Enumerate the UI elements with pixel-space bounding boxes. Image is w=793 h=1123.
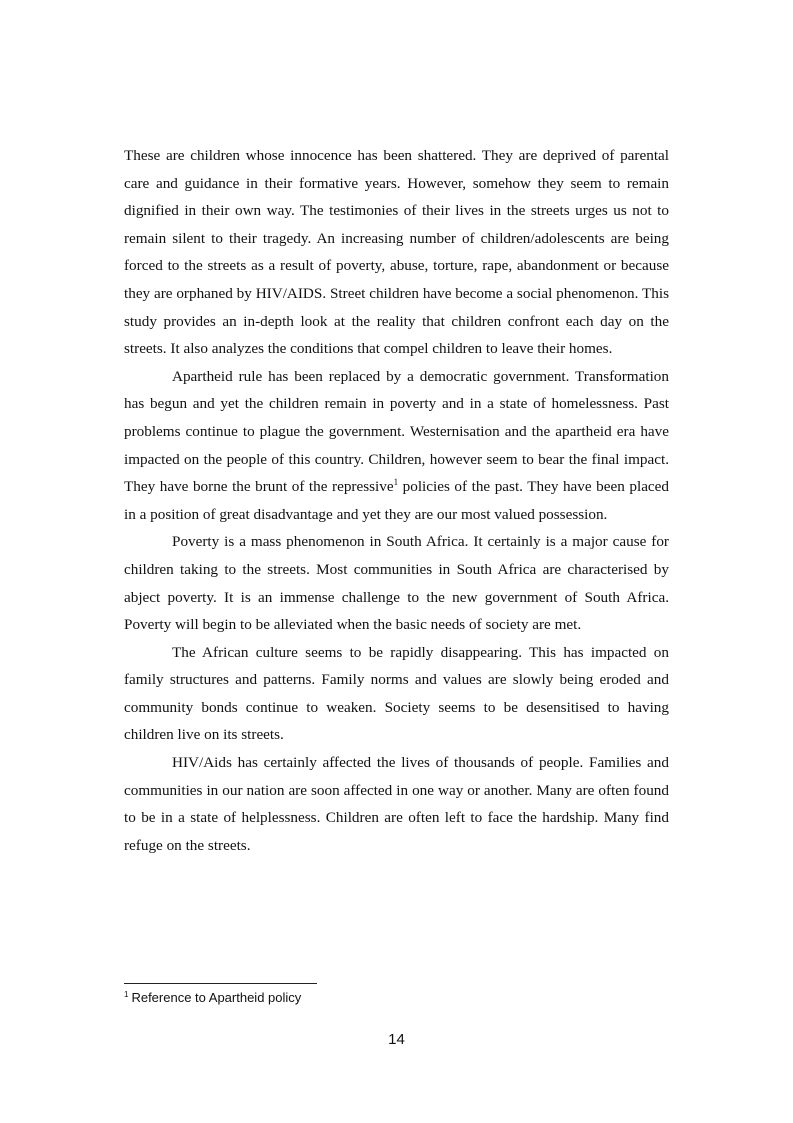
paragraph-5: HIV/Aids has certainly affected the lives of thousands of people. Families and communities in our nation are soon affected in one way or another. Many are often found to be in a state of helplessness. Children are often left to face the hardship. Many find refuge on the streets. xyxy=(124,754,669,854)
paragraph-4: The African culture seems to be rapidly disappearing. This has impacted on family structures and patterns. Family norms and values are slowly being eroded and community bonds continue to weaken. Society seems to be desensitised to having children live on its streets. xyxy=(124,643,669,744)
paragraph-2-text-before-ref: Apartheid rule has been replaced by a democratic government. Transformation has begun and yet the children remain in poverty and in a state of homelessness. Past problems continue to plague the government. Westernisation and the apartheid era have impacted on the people of this country. Children, however seem to bear the final impact. They have borne the brunt of the repressive xyxy=(124,367,669,496)
footnote-divider xyxy=(124,983,317,984)
footnote-marker: 1 xyxy=(124,990,129,999)
footnote-text: Reference to Apartheid policy xyxy=(131,990,302,1005)
paragraph-2 xyxy=(124,363,669,529)
paragraph-3: Poverty is a mass phenomenon in South Africa. It certainly is a major cause for children taking to the streets. Most communities in South Africa are characterised by abject poverty. It is an immense challenge to the new government of South Africa. Poverty will begin to be alleviated when the basic needs of society are met. xyxy=(124,533,669,634)
footnote-reference[interactable]: 1 xyxy=(393,477,399,488)
paragraph-1: These are children whose innocence has been shattered. They are deprived of parental care and guidance in their formative years. However, somehow they seem to remain dignified in their own way. The testimonies of their lives in the streets urges us not to remain silent to their tragedy. An increasing number of children/adolescents are being forced to the streets as a result of poverty, abuse, torture, rape, abandonment or because they are orphaned by HIV/AIDS. Street children have become a social phenomenon. This study provides an in-depth look at the reality that children confront each day on the streets. It also analyzes the conditions that compel children to leave their homes. xyxy=(124,147,669,358)
footnote xyxy=(124,990,301,1006)
page-number: 14 xyxy=(388,1031,405,1048)
body-text xyxy=(124,142,669,859)
paragraph-2-text-after-ref: policies of the past. They have been placed in a position of great disadvantage and yet they are our most valued possession. xyxy=(124,478,670,523)
